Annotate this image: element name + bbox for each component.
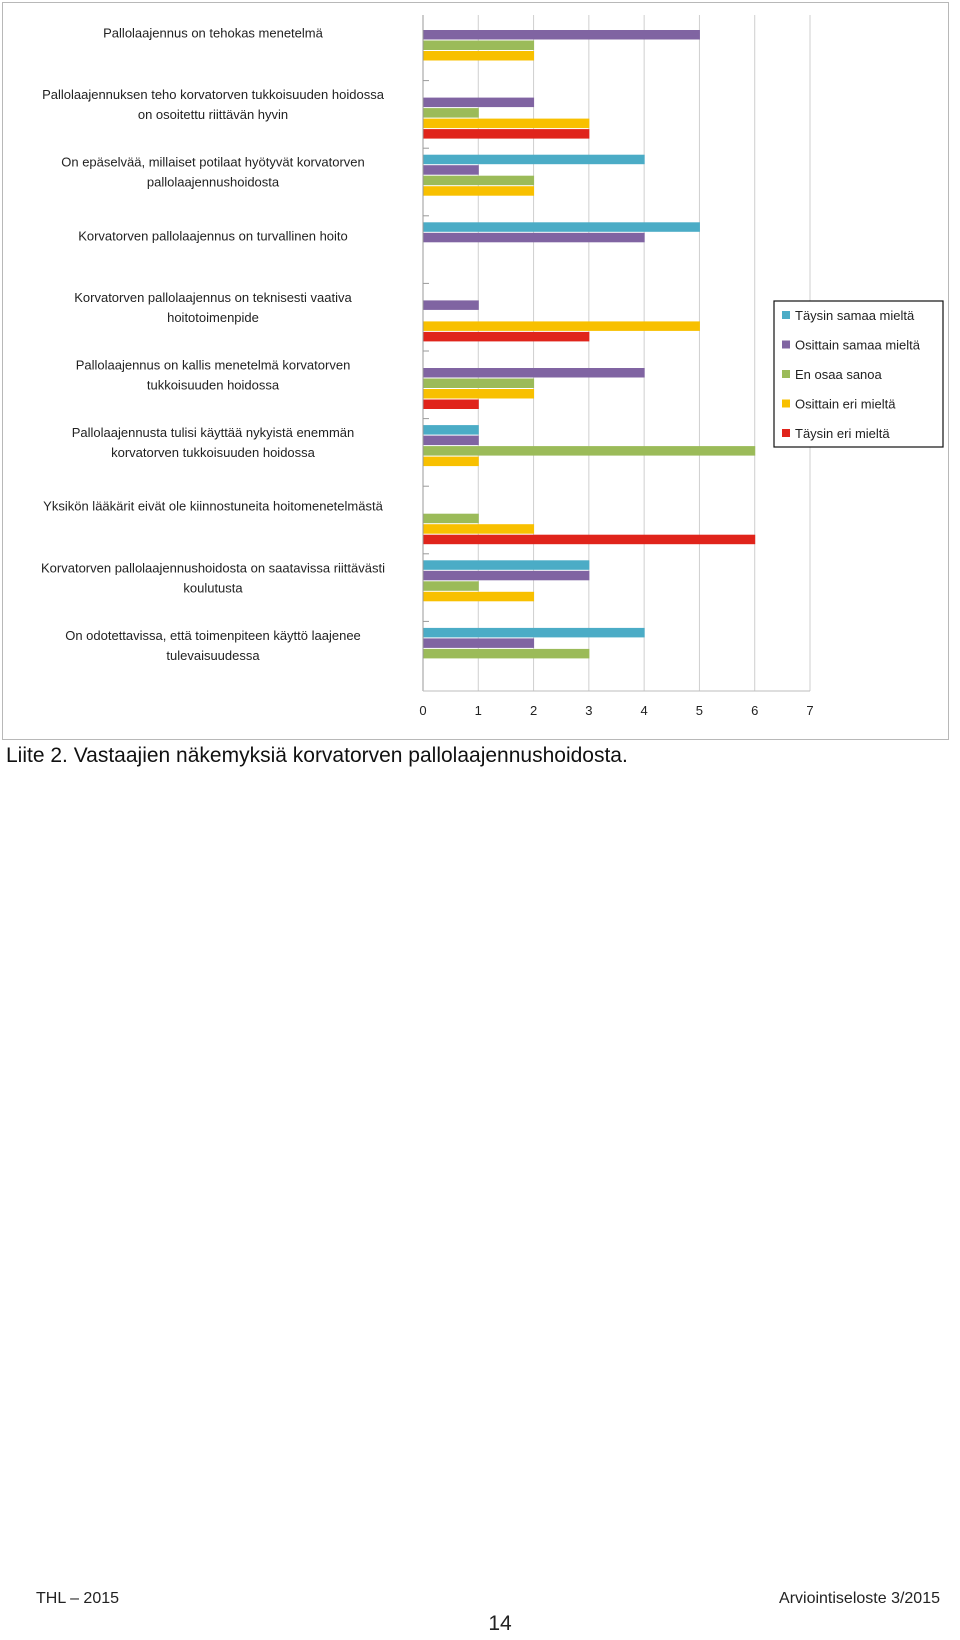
bar-2-3 xyxy=(424,108,479,118)
bar-3-1 xyxy=(424,155,645,165)
page-number: 14 xyxy=(488,1612,512,1635)
bar-7-4 xyxy=(424,457,479,467)
x-tick-label: 5 xyxy=(695,703,704,718)
legend-label: Osittain samaa mieltä xyxy=(795,337,920,353)
bar-6-4 xyxy=(424,389,535,399)
bar-5-4 xyxy=(424,321,700,331)
bar-10-3 xyxy=(424,649,590,659)
bar-2-5 xyxy=(424,129,590,139)
category-label: pallolaajennushoidosta xyxy=(146,174,280,190)
bar-6-5 xyxy=(424,400,479,410)
category-label: on osoitettu riittävän hyvin xyxy=(137,107,289,123)
bars xyxy=(424,30,756,658)
bar-9-3 xyxy=(424,581,479,591)
bar-7-2 xyxy=(424,436,479,446)
bar-6-3 xyxy=(424,379,535,389)
legend-label: En osaa sanoa xyxy=(795,367,882,382)
bar-7-3 xyxy=(424,446,756,456)
bar-3-2 xyxy=(424,165,479,175)
bar-10-2 xyxy=(424,638,535,648)
bar-5-2 xyxy=(424,300,479,310)
category-label: tulevaisuudessa xyxy=(166,647,260,663)
legend-swatch xyxy=(782,311,790,319)
bar-9-2 xyxy=(424,571,590,581)
category-label: Korvatorven pallolaajennus on turvallinen hoito xyxy=(78,228,348,244)
category-label: Korvatorven pallolaajennus on teknisesti vaativa xyxy=(74,289,352,305)
x-tick-label: 6 xyxy=(751,703,759,718)
bar-8-5 xyxy=(424,535,756,545)
gridlines xyxy=(423,15,810,691)
category-label: Yksikön lääkärit eivät ole kiinnostuneita hoitomenetelmästä xyxy=(43,498,383,514)
figure-caption: Liite 2. Vastaajien näkemyksiä korvatorven pallolaajennushoidosta. xyxy=(6,744,628,767)
bar-1-4 xyxy=(424,51,535,61)
bar-2-2 xyxy=(424,98,535,108)
bar-4-1 xyxy=(424,222,700,232)
x-tick-label: 4 xyxy=(640,703,648,718)
legend-swatch xyxy=(782,400,790,408)
footer-publisher: THL – 2015 xyxy=(36,1590,120,1607)
x-tick-label: 3 xyxy=(585,703,593,718)
bar-2-4 xyxy=(424,119,590,129)
x-tick-label: 0 xyxy=(419,703,427,718)
bar-1-2 xyxy=(424,30,700,40)
bar-4-2 xyxy=(424,233,645,243)
legend-swatch xyxy=(782,429,790,437)
legend-label: Osittain eri mieltä xyxy=(795,396,896,412)
category-label: korvatorven tukkoisuuden hoidossa xyxy=(111,445,315,461)
legend-label: Täysin samaa mieltä xyxy=(795,308,915,323)
bar-1-3 xyxy=(424,41,535,51)
bar-6-2 xyxy=(424,368,645,378)
category-label: Pallolaajennusta tulisi käyttää nykyistä enemmän xyxy=(71,425,355,441)
bar-8-3 xyxy=(424,514,479,524)
category-label: tukkoisuuden hoidossa xyxy=(146,377,280,393)
bar-3-3 xyxy=(424,176,535,186)
legend-swatch xyxy=(782,370,790,378)
x-tick-labels xyxy=(419,703,813,718)
x-tick-label: 2 xyxy=(529,703,538,718)
category-label: Pallolaajennus on tehokas menetelmä xyxy=(103,25,323,41)
category-label: Pallolaajennuksen teho korvatorven tukkoisuuden hoidossa xyxy=(42,87,384,103)
bar-9-1 xyxy=(424,560,590,570)
category-labels xyxy=(41,26,385,663)
legend-swatch xyxy=(782,341,790,349)
category-label: koulutusta xyxy=(183,580,243,596)
x-tick-label: 7 xyxy=(806,703,814,718)
bar-8-4 xyxy=(424,524,535,534)
x-tick-label: 1 xyxy=(474,703,482,718)
category-label: Pallolaajennus on kallis menetelmä korvatorven xyxy=(75,357,351,373)
bar-9-4 xyxy=(424,592,535,602)
chart-frame xyxy=(2,2,949,740)
bar-3-4 xyxy=(424,186,535,196)
category-label: On odotettavissa, että toimenpiteen käyttö laajenee xyxy=(65,627,361,643)
footer-series: Arviointiseloste 3/2015 xyxy=(779,1590,940,1607)
category-label: Korvatorven pallolaajennushoidosta on saatavissa riittävästi xyxy=(41,560,385,576)
bar-5-5 xyxy=(424,332,590,342)
bar-7-1 xyxy=(424,425,479,435)
category-label: hoitotoimenpide xyxy=(167,309,259,325)
legend xyxy=(774,301,943,447)
bar-chart xyxy=(3,3,950,741)
bar-10-1 xyxy=(424,628,645,638)
category-label: On epäselvää, millaiset potilaat hyötyvät korvatorven xyxy=(61,154,365,170)
legend-label: Täysin eri mieltä xyxy=(795,426,890,441)
